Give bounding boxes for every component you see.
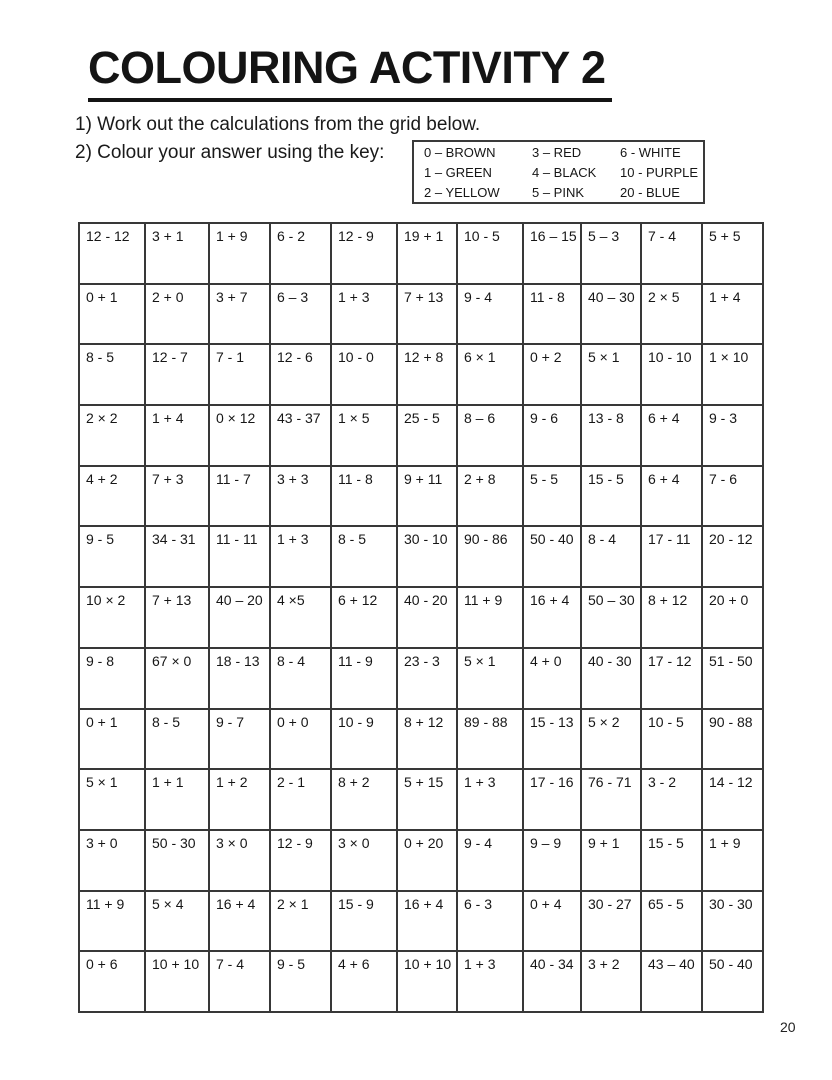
grid-cell: 30 - 27 — [581, 891, 641, 952]
grid-cell: 67 × 0 — [145, 648, 209, 709]
grid-cell: 6 - 3 — [457, 891, 523, 952]
grid-cell: 8 - 5 — [79, 344, 145, 405]
grid-cell: 8 + 12 — [641, 587, 702, 648]
grid-cell: 3 × 0 — [331, 830, 397, 891]
grid-row — [79, 223, 763, 284]
grid-cell: 15 - 9 — [331, 891, 397, 952]
grid-row — [79, 587, 763, 648]
grid-cell: 15 - 5 — [641, 830, 702, 891]
grid-cell: 8 - 5 — [331, 526, 397, 587]
calculation-grid — [78, 222, 764, 1013]
grid-cell: 89 - 88 — [457, 709, 523, 770]
grid-cell: 6 - 2 — [270, 223, 331, 284]
grid-cell: 12 - 9 — [270, 830, 331, 891]
grid-cell: 1 + 9 — [702, 830, 763, 891]
grid-cell: 9 - 5 — [270, 951, 331, 1012]
grid-cell: 10 + 10 — [145, 951, 209, 1012]
grid-cell: 0 + 2 — [523, 344, 581, 405]
grid-cell: 23 - 3 — [397, 648, 457, 709]
grid-cell: 2 + 8 — [457, 466, 523, 527]
grid-cell: 14 - 12 — [702, 769, 763, 830]
grid-cell: 3 + 7 — [209, 284, 270, 345]
grid-cell: 3 + 3 — [270, 466, 331, 527]
grid-cell: 30 - 30 — [702, 891, 763, 952]
grid-cell: 11 - 8 — [523, 284, 581, 345]
grid-cell: 0 + 0 — [270, 709, 331, 770]
grid-cell: 40 - 20 — [397, 587, 457, 648]
grid-cell: 8 + 2 — [331, 769, 397, 830]
grid-cell: 10 + 10 — [397, 951, 457, 1012]
grid-cell: 7 + 13 — [397, 284, 457, 345]
grid-cell: 2 - 1 — [270, 769, 331, 830]
grid-cell: 65 - 5 — [641, 891, 702, 952]
grid-cell: 9 - 4 — [457, 830, 523, 891]
grid-cell: 9 - 8 — [79, 648, 145, 709]
grid-cell: 7 - 6 — [702, 466, 763, 527]
grid-cell: 15 - 5 — [581, 466, 641, 527]
grid-cell: 1 + 3 — [457, 769, 523, 830]
grid-cell: 3 × 0 — [209, 830, 270, 891]
grid-cell: 11 + 9 — [457, 587, 523, 648]
grid-cell: 0 + 1 — [79, 284, 145, 345]
grid-cell: 11 - 11 — [209, 526, 270, 587]
grid-cell: 7 + 13 — [145, 587, 209, 648]
grid-cell: 16 + 4 — [209, 891, 270, 952]
grid-cell: 1 + 4 — [145, 405, 209, 466]
grid-cell: 50 – 30 — [581, 587, 641, 648]
grid-cell: 1 + 3 — [457, 951, 523, 1012]
grid-cell: 1 + 2 — [209, 769, 270, 830]
grid-cell: 0 + 20 — [397, 830, 457, 891]
grid-row — [79, 405, 763, 466]
grid-cell: 5 - 5 — [523, 466, 581, 527]
grid-cell: 5 + 5 — [702, 223, 763, 284]
colour-key-box — [412, 140, 705, 204]
grid-cell: 7 - 4 — [209, 951, 270, 1012]
grid-row — [79, 951, 763, 1012]
key-entry: 20 - BLUE — [620, 184, 680, 200]
grid-cell: 7 - 1 — [209, 344, 270, 405]
grid-cell: 90 - 86 — [457, 526, 523, 587]
grid-cell: 1 + 9 — [209, 223, 270, 284]
grid-cell: 15 - 13 — [523, 709, 581, 770]
grid-cell: 16 + 4 — [397, 891, 457, 952]
grid-cell: 76 - 71 — [581, 769, 641, 830]
grid-cell: 12 - 9 — [331, 223, 397, 284]
grid-cell: 5 × 2 — [581, 709, 641, 770]
grid-row — [79, 769, 763, 830]
grid-cell: 9 - 3 — [702, 405, 763, 466]
grid-cell: 7 + 3 — [145, 466, 209, 527]
grid-cell: 10 - 9 — [331, 709, 397, 770]
grid-cell: 3 + 2 — [581, 951, 641, 1012]
grid-cell: 4 + 2 — [79, 466, 145, 527]
grid-cell: 25 - 5 — [397, 405, 457, 466]
grid-cell: 1 × 5 — [331, 405, 397, 466]
grid-cell: 8 - 5 — [145, 709, 209, 770]
grid-cell: 19 + 1 — [397, 223, 457, 284]
grid-cell: 9 - 5 — [79, 526, 145, 587]
grid-cell: 34 - 31 — [145, 526, 209, 587]
page-title — [88, 42, 612, 102]
grid-cell: 8 – 6 — [457, 405, 523, 466]
grid-cell: 16 – 15 — [523, 223, 581, 284]
grid-cell: 9 - 4 — [457, 284, 523, 345]
grid-cell: 40 – 30 — [581, 284, 641, 345]
grid-cell: 11 - 9 — [331, 648, 397, 709]
grid-cell: 12 - 6 — [270, 344, 331, 405]
grid-cell: 8 - 4 — [270, 648, 331, 709]
grid-cell: 9 - 7 — [209, 709, 270, 770]
grid-cell: 5 × 1 — [581, 344, 641, 405]
grid-cell: 51 - 50 — [702, 648, 763, 709]
grid-cell: 4 ×5 — [270, 587, 331, 648]
grid-cell: 50 - 40 — [702, 951, 763, 1012]
grid-cell: 43 - 37 — [270, 405, 331, 466]
grid-cell: 40 – 20 — [209, 587, 270, 648]
grid-cell: 2 × 1 — [270, 891, 331, 952]
grid-cell: 0 + 4 — [523, 891, 581, 952]
grid-cell: 18 - 13 — [209, 648, 270, 709]
key-entry: 2 – YELLOW — [424, 184, 500, 200]
instruction-step-1: 1) Work out the calculations from the grid below. — [75, 114, 481, 135]
grid-cell: 11 - 7 — [209, 466, 270, 527]
grid-cell: 20 - 12 — [702, 526, 763, 587]
grid-cell: 4 + 6 — [331, 951, 397, 1012]
grid-row — [79, 891, 763, 952]
grid-row — [79, 648, 763, 709]
grid-cell: 40 - 34 — [523, 951, 581, 1012]
grid-cell: 5 – 3 — [581, 223, 641, 284]
grid-cell: 3 + 1 — [145, 223, 209, 284]
grid-cell: 5 × 1 — [79, 769, 145, 830]
grid-cell: 12 - 7 — [145, 344, 209, 405]
grid-cell: 6 + 12 — [331, 587, 397, 648]
grid-cell: 1 + 1 — [145, 769, 209, 830]
grid-cell: 1 + 4 — [702, 284, 763, 345]
key-entry: 10 - PURPLE — [620, 164, 699, 180]
grid-cell: 12 - 12 — [79, 223, 145, 284]
page-title-text: COLOURING ACTIVITY 2 — [88, 42, 612, 102]
grid-cell: 6 + 4 — [641, 466, 702, 527]
grid-cell: 3 - 2 — [641, 769, 702, 830]
grid-cell: 16 + 4 — [523, 587, 581, 648]
grid-cell: 50 - 30 — [145, 830, 209, 891]
grid-row — [79, 709, 763, 770]
grid-cell: 11 + 9 — [79, 891, 145, 952]
grid-cell: 10 - 5 — [641, 709, 702, 770]
grid-cell: 2 × 5 — [641, 284, 702, 345]
grid-row — [79, 284, 763, 345]
grid-cell: 20 + 0 — [702, 587, 763, 648]
key-entry: 0 – BROWN — [424, 144, 496, 160]
grid-cell: 4 + 0 — [523, 648, 581, 709]
grid-cell: 13 - 8 — [581, 405, 641, 466]
grid-cell: 5 + 15 — [397, 769, 457, 830]
page-number: 20 — [780, 1019, 796, 1035]
key-entry: 1 – GREEN — [424, 164, 492, 180]
grid-cell: 6 + 4 — [641, 405, 702, 466]
key-entry: 4 – BLACK — [532, 164, 597, 180]
grid-cell: 5 × 1 — [457, 648, 523, 709]
grid-cell: 30 - 10 — [397, 526, 457, 587]
grid-cell: 2 × 2 — [79, 405, 145, 466]
grid-cell: 9 – 9 — [523, 830, 581, 891]
grid-cell: 50 - 40 — [523, 526, 581, 587]
grid-cell: 3 + 0 — [79, 830, 145, 891]
grid-cell: 43 – 40 — [641, 951, 702, 1012]
calc-grid-body — [79, 223, 763, 1012]
grid-cell: 6 × 1 — [457, 344, 523, 405]
grid-row — [79, 830, 763, 891]
grid-cell: 9 - 6 — [523, 405, 581, 466]
grid-row — [79, 526, 763, 587]
key-entry: 3 – RED — [532, 144, 582, 160]
grid-cell: 6 – 3 — [270, 284, 331, 345]
instruction-step-2: 2) Colour your answer using the key: — [75, 142, 385, 163]
grid-cell: 9 + 1 — [581, 830, 641, 891]
grid-row — [79, 466, 763, 527]
grid-cell: 8 - 4 — [581, 526, 641, 587]
grid-cell: 11 - 8 — [331, 466, 397, 527]
grid-cell: 17 - 11 — [641, 526, 702, 587]
grid-cell: 90 - 88 — [702, 709, 763, 770]
grid-cell: 10 × 2 — [79, 587, 145, 648]
grid-cell: 17 - 16 — [523, 769, 581, 830]
grid-cell: 8 + 12 — [397, 709, 457, 770]
grid-cell: 40 - 30 — [581, 648, 641, 709]
grid-row — [79, 344, 763, 405]
grid-cell: 1 + 3 — [270, 526, 331, 587]
grid-cell: 12 + 8 — [397, 344, 457, 405]
grid-cell: 0 + 1 — [79, 709, 145, 770]
key-entry: 5 – PINK — [532, 184, 585, 200]
grid-cell: 10 - 10 — [641, 344, 702, 405]
grid-cell: 2 + 0 — [145, 284, 209, 345]
grid-cell: 9 + 11 — [397, 466, 457, 527]
key-entry: 6 - WHITE — [620, 144, 681, 160]
grid-cell: 0 + 6 — [79, 951, 145, 1012]
grid-cell: 5 × 4 — [145, 891, 209, 952]
grid-cell: 1 × 10 — [702, 344, 763, 405]
grid-cell: 17 - 12 — [641, 648, 702, 709]
grid-cell: 10 - 0 — [331, 344, 397, 405]
grid-cell: 7 - 4 — [641, 223, 702, 284]
grid-cell: 10 - 5 — [457, 223, 523, 284]
grid-cell: 0 × 12 — [209, 405, 270, 466]
grid-cell: 1 + 3 — [331, 284, 397, 345]
